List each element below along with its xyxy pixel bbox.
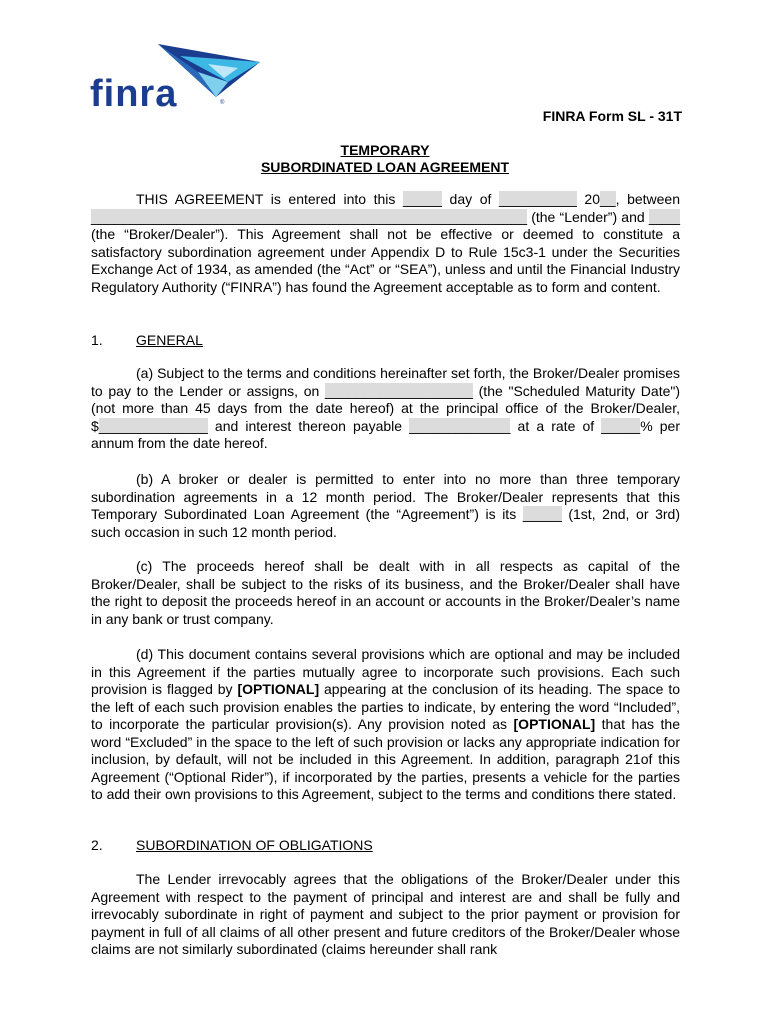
interest-rate-field[interactable]: _____ [601, 417, 641, 434]
paragraph-1a: (a) Subject to the terms and conditions hereinafter set forth, the Broker/Dealer promises to pay to the Lender or assigns, on ___________________ (the "Scheduled Maturity Date") (not more than 45 days from the date hereof) at the principal office of the Broker/Dealer, $______________ and interest thereon payable _____________ at a rate of _____% per annum from the date hereof. [91, 365, 681, 451]
section-1-heading: 1. GENERAL [91, 332, 203, 348]
paragraph-1d: (d) This document contains several provisions which are optional and may be included in this Agreement if the parties mutually agree to incorporate such provisions. Each such provision is flagged by [OPTIONAL] appearing at the conclusion of its heading. The space to the left of each such provision enables the parties to indicate, by entering the word “Included”, to incorporate the particular provision(s). Any provision noted as [OPTIONAL] that has the word “Excluded” in the space to the left of such provision or lacks any appropriate indication for inclusion, by default, will not be included in this Agreement. In addition, paragraph 21of this Agreement (“Optional Rider”), if incorporated by the parties, presents a vehicle for the parties to add their own provisions to this Agreement, subject to the terms and conditions there stated. [91, 646, 680, 802]
occasion-ordinal-field[interactable]: _____ [522, 506, 562, 522]
day-field[interactable]: _____ [403, 191, 442, 207]
title-line-1: TEMPORARY [340, 142, 430, 158]
broker-dealer-name-field[interactable]: ____ [648, 208, 680, 225]
paragraph-1c: (c) The proceeds hereof shall be dealt with in all respects as capital of the Broker/Dealer, shall be subject to the risks of its business, and the Broker/Dealer shall have the right to deposit the proceeds hereof in an account or accounts in the Broker/Dealer’s name in any bank or trust company. [91, 558, 680, 627]
lender-name-field[interactable]: ________________________________________________________ [91, 208, 528, 225]
optional-flag: [OPTIONAL] [237, 681, 320, 697]
section-2-paragraph: The Lender irrevocably agrees that the obligations of the Broker/Dealer under this Agreement with respect to the payment of principal and interest are and shall be fully and irrevocably subordinate in right of payment and subject to the prior payment or provision for payment in full of all claims of all other present and future creditors of the Broker/Dealer whose claims are not similarly subordinated (claims hereunder shall rank [91, 871, 680, 957]
maturity-date-field[interactable]: ___________________ [325, 382, 473, 399]
month-field[interactable]: __________ [498, 191, 577, 207]
interest-payable-field[interactable]: _____________ [409, 417, 511, 434]
optional-flag: [OPTIONAL] [513, 716, 596, 732]
document-title [90, 142, 680, 176]
year-field[interactable]: __ [600, 191, 616, 207]
paragraph-1b: (b) A broker or dealer is permitted to enter into no more than three temporary subordination agreements in a 12 month period. The Broker/Dealer represents that this Temporary Subordinated Loan Agreement (the “Agreement”) is its _____ (1st, 2nd, or 3rd) such occasion in such 12 month period. [91, 471, 680, 540]
finra-logo [88, 42, 263, 112]
form-identifier: FINRA Form SL - 31T [542, 108, 682, 124]
title-line-2: SUBORDINATED LOAN AGREEMENT [260, 159, 510, 175]
section-2-heading: 2. SUBORDINATION OF OBLIGATIONS [91, 837, 373, 853]
intro-paragraph: THIS AGREEMENT is entered into this _____ day of __________ 20__, between ________________________________________________________ (the “Lender”) and ____ (the “Broker/Dealer”). This Agreement shall not be effective or deemed to constitute a satisfactory subordination agreement under Appendix D to Rule 15c3-1 under the Securities Exchange Act of 1934, as amended (the “Act” or “SEA”), unless and until the Financial Industry Regulatory Authority (“FINRA”) has found the Agreement acceptable as to form and content. [91, 191, 680, 295]
loan-amount-field[interactable]: ______________ [98, 417, 208, 434]
svg-text:®: ® [220, 100, 225, 106]
logo-wordmark: finra [90, 73, 178, 112]
